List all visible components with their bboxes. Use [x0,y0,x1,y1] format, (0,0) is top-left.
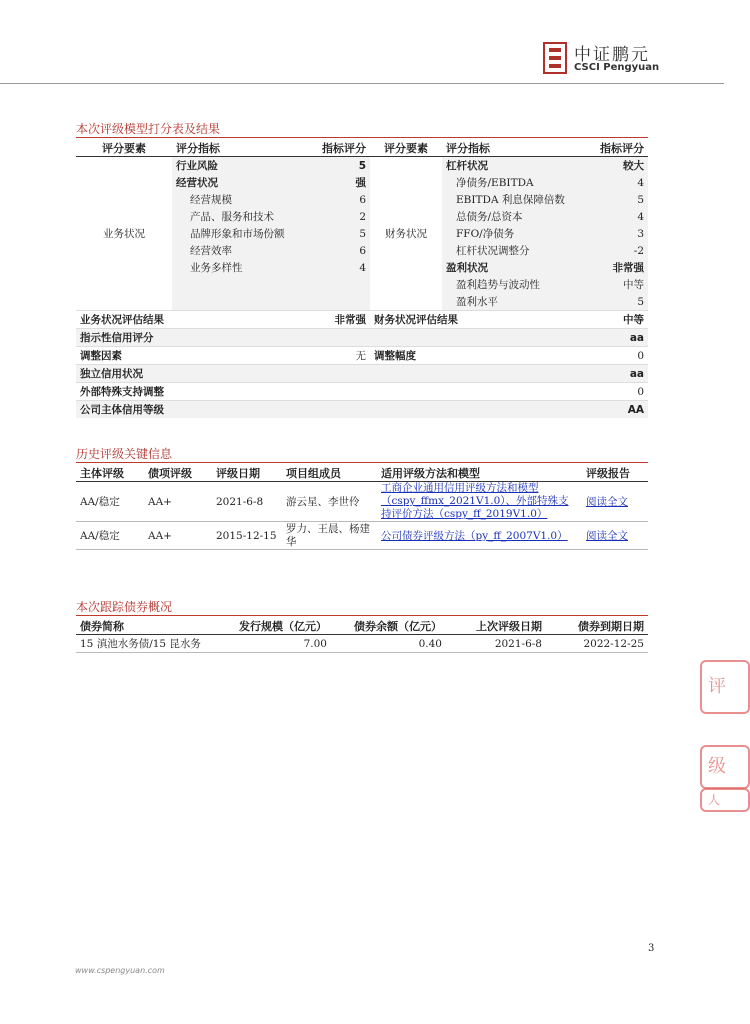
indicator-score: 6 [314,191,370,208]
summary-label: 指示性信用评分 [76,329,314,347]
page-number: 3 [648,943,655,954]
indicator-label: 总债务/总资本 [442,208,590,225]
indicator-score: 6 [314,242,370,259]
header-cell: 评分指标 [442,139,590,157]
section-divider [76,462,648,463]
indicator-label: 产品、服务和技术 [172,208,314,225]
summary-label: 调整因素 [76,347,314,365]
read-report-link[interactable]: 阅读全文 [586,496,628,508]
seal-stamp: 级 [700,745,750,789]
summary-value: 0 [590,347,648,365]
summary-label: 外部特殊支持调整 [76,383,314,401]
summary-value: 0 [314,383,648,401]
indicator-label [172,276,314,293]
seal-stamp: 评 [700,660,750,714]
maturity-date: 2022-12-25 [546,635,648,653]
logo-icon [543,42,567,74]
indicator-label: 经营规模 [172,191,314,208]
summary-row [76,383,648,401]
team-members: 罗力、王晨、杨建华 [282,522,377,550]
logo-english-name: CSCI Pengyuan [574,62,660,73]
table-row [76,157,648,175]
indicator-label: 经营效率 [172,242,314,259]
indicator-score [314,293,370,311]
indicator-score: 4 [590,208,648,225]
summary-row [76,311,648,329]
indicator-score: 5 [314,225,370,242]
indicator-label [172,293,314,311]
summary-row [76,347,648,365]
bond-overview-table [76,617,648,653]
indicator-label: 盈利趋势与波动性 [442,276,590,293]
header-cell: 指标评分 [590,139,648,157]
header-cell: 债券余额（亿元） [331,617,446,635]
bond-balance: 0.40 [331,635,446,653]
header-cell: 评分要素 [370,139,442,157]
table-header-row [76,139,648,157]
indicator-label: 业务多样性 [172,259,314,276]
indicator-score: 非常强 [590,259,648,276]
team-members: 游云星、李世伶 [282,482,377,522]
summary-label: 调整幅度 [370,347,590,365]
header-cell: 评分要素 [76,139,172,157]
header-divider [0,83,724,84]
summary-label: 公司主体信用等级 [76,401,314,419]
indicator-score [314,276,370,293]
indicator-label: 品牌形象和市场份额 [172,225,314,242]
issuer-rating: AA/稳定 [76,482,144,522]
indicator-score: 5 [314,157,370,175]
header-cell: 指标评分 [314,139,370,157]
indicator-label: 杠杆状况调整分 [442,242,590,259]
indicator-score: 3 [590,225,648,242]
indicator-label: EBITDA 利息保障倍数 [442,191,590,208]
indicator-score: 5 [590,191,648,208]
summary-value: 无 [314,347,370,365]
summary-label: 财务状况评估结果 [370,311,590,329]
indicator-score: 强 [314,174,370,191]
header-cell: 主体评级 [76,464,144,482]
indicator-score: 较大 [590,157,648,175]
summary-value: AA [314,401,648,419]
table-header-row [76,464,648,482]
method-link[interactable]: 公司债券评级方法（py_ff_2007V1.0） [381,530,568,542]
issuer-rating: AA/稳定 [76,522,144,550]
summary-value: aa [314,365,648,383]
header-cell: 评分指标 [172,139,314,157]
section-title-rating-model: 本次评级模型打分表及结果 [76,122,221,136]
header-cell: 项目组成员 [282,464,377,482]
indicator-score: 2 [314,208,370,225]
header-cell: 债券简称 [76,617,216,635]
section-title-bond-overview: 本次跟踪债券概况 [76,600,173,614]
header-cell: 债券到期日期 [546,617,648,635]
indicator-score: 4 [314,259,370,276]
rating-date: 2015-12-15 [212,522,282,550]
indicator-label: FFO/净债务 [442,225,590,242]
table-header-row [76,617,648,635]
footer-url: www.cspengyuan.com [75,966,165,975]
summary-row [76,365,648,383]
indicator-score: -2 [590,242,648,259]
rating-date: 2021-6-8 [212,482,282,522]
summary-row [76,329,648,347]
header-cell: 适用评级方法和模型 [377,464,582,482]
header-cell: 评级报告 [582,464,648,482]
indicator-label: 经营状况 [172,174,314,191]
group-label: 业务状况 [103,228,145,240]
indicator-label: 杠杆状况 [442,157,590,175]
issue-size: 7.00 [216,635,331,653]
method-link[interactable]: 工商企业通用信用评级方法和模型（cspy_ffmx_2021V1.0）、外部特殊支持评价方法（cspy_ff_2019V1.0） [381,482,569,520]
bond-rating: AA+ [144,482,212,522]
summary-value: 非常强 [314,311,370,329]
section-divider [76,137,648,138]
read-report-link[interactable]: 阅读全文 [586,530,628,542]
summary-value: aa [314,329,648,347]
last-rating-date: 2021-6-8 [446,635,546,653]
summary-label: 业务状况评估结果 [76,311,314,329]
indicator-label: 盈利状况 [442,259,590,276]
summary-label: 独立信用状况 [76,365,314,383]
logo-chinese-name: 中证鹏元 [574,45,650,65]
indicator-label: 净债务/EBITDA [442,174,590,191]
seal-stamp: 人 [700,788,750,812]
table-row [76,482,648,522]
summary-value: 中等 [590,311,648,329]
header-cell: 上次评级日期 [446,617,546,635]
bond-rating: AA+ [144,522,212,550]
table-row [76,522,648,550]
summary-row [76,401,648,419]
indicator-label: 盈利水平 [442,293,590,311]
rating-history-table [76,464,648,550]
indicator-score: 5 [590,293,648,311]
rating-model-table [76,139,648,418]
group-label: 财务状况 [385,228,427,240]
header-cell: 债项评级 [144,464,212,482]
section-divider [76,615,648,616]
section-title-rating-history: 历史评级关键信息 [76,447,173,461]
header-cell: 评级日期 [212,464,282,482]
table-row [76,635,648,653]
header-cell: 发行规模（亿元） [216,617,331,635]
indicator-label: 行业风险 [172,157,314,175]
bond-name: 15 滇池水务债/15 昆水务 [76,635,216,653]
indicator-score: 4 [590,174,648,191]
indicator-score: 中等 [590,276,648,293]
